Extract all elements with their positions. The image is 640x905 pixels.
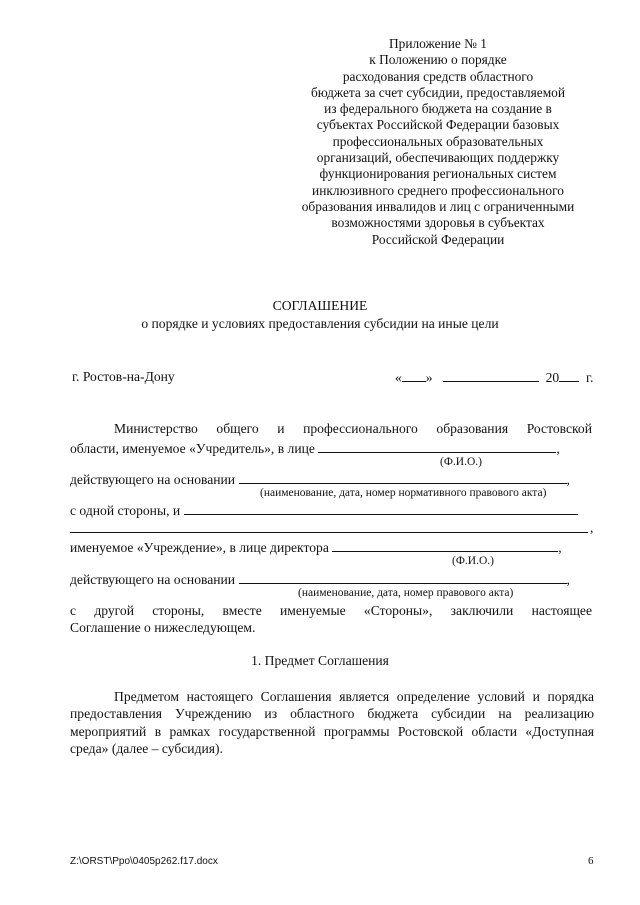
appendix-line: из федерального бюджета на создание в <box>324 101 552 117</box>
institution-label: именуемое «Учреждение», в лице директора <box>70 540 329 555</box>
comma: , <box>566 572 570 587</box>
form-line-agreement: Соглашение о нижеследующем. <box>70 620 256 635</box>
hint-fio-director: (Ф.И.О.) <box>452 555 494 567</box>
appendix-line: профессиональных образовательных <box>332 133 544 149</box>
appendix-line: образования инвалидов и лиц с ограниченными <box>301 198 575 214</box>
appendix-line: субъектах Российской Федерации базовых <box>316 117 560 133</box>
agreement-subtitle: о порядке и условиях предоставления субсидии на иные цели <box>141 316 499 331</box>
party-one-label: с одной стороны, и <box>70 503 181 518</box>
city-name: г. Ростов-на-Дону <box>72 369 175 384</box>
director-fio-blank <box>332 539 558 552</box>
form-line-ministry: Министерство общего и профессионального образования Ростовской <box>114 421 592 436</box>
form-line-founder <box>70 440 592 457</box>
form-line-basis-1 <box>70 471 592 488</box>
appendix-line: к Положению о порядке <box>369 52 507 68</box>
appendix-line: возможностями здоровья в субъектах <box>331 215 545 231</box>
year-blank <box>559 369 579 382</box>
appendix-line: Российской Федерации <box>371 231 505 247</box>
day-blank <box>402 369 426 382</box>
appendix-line: организаций, обеспечивающих поддержку <box>316 150 560 166</box>
month-blank <box>443 369 539 382</box>
date-field <box>395 369 593 386</box>
party-two-name-blank <box>184 502 578 515</box>
founder-label: области, именуемое «Учредитель», в лице <box>70 441 315 456</box>
appendix-line: Приложение № 1 <box>388 36 488 51</box>
form-line-party-one <box>70 502 592 519</box>
appendix-block <box>270 36 606 248</box>
comma: , <box>558 540 562 555</box>
comma: , <box>590 520 594 535</box>
section-heading: 1. Предмет Соглашения <box>251 653 389 668</box>
footer-page-number: 6 <box>588 855 594 867</box>
date-quote-close: » <box>425 370 433 385</box>
appendix-line: расходования средств областного <box>342 68 534 84</box>
year-suffix: г. <box>585 370 594 385</box>
year-prefix: 20 <box>545 370 560 385</box>
section-paragraph: Предметом настоящего Соглашения является определение условий и порядка предоставления Учреждению из областного бюджета субсидии на реализацию мероприятий в рамках государственной программы Ростовской области «Доступная среда» (далее – субсидия). <box>70 689 594 757</box>
basis-blank-2 <box>239 571 567 584</box>
appendix-line: инклюзивного среднего профессионального <box>312 182 564 198</box>
agreement-title: СОГЛАШЕНИЕ <box>272 298 368 313</box>
form-line-other-party: с другой стороны, вместе именуемые «Стороны», заключили настоящее <box>70 603 592 618</box>
basis-label: действующего на основании <box>70 572 236 587</box>
party-two-name-line <box>70 532 588 533</box>
form-line-basis-2 <box>70 571 592 588</box>
basis-blank-1 <box>239 471 567 484</box>
hint-basis-1: (наименование, дата, номер нормативного правового акта) <box>260 487 547 499</box>
basis-label: действующего на основании <box>70 472 236 487</box>
comma: , <box>556 441 560 456</box>
appendix-line: бюджета за счет субсидии, предоставляемой <box>310 84 566 100</box>
comma: , <box>566 472 570 487</box>
form-line-institution <box>70 539 592 556</box>
appendix-line: функционирования региональных систем <box>319 166 557 182</box>
date-quote-open: « <box>395 370 402 385</box>
hint-fio-founder: (Ф.И.О.) <box>440 456 482 468</box>
hint-basis-2: (наименование, дата, номер правового акта) <box>298 587 514 599</box>
founder-fio-blank <box>318 440 556 453</box>
footer-file-path: Z:\ORST\Ppo\0405p262.f17.docx <box>70 856 218 867</box>
